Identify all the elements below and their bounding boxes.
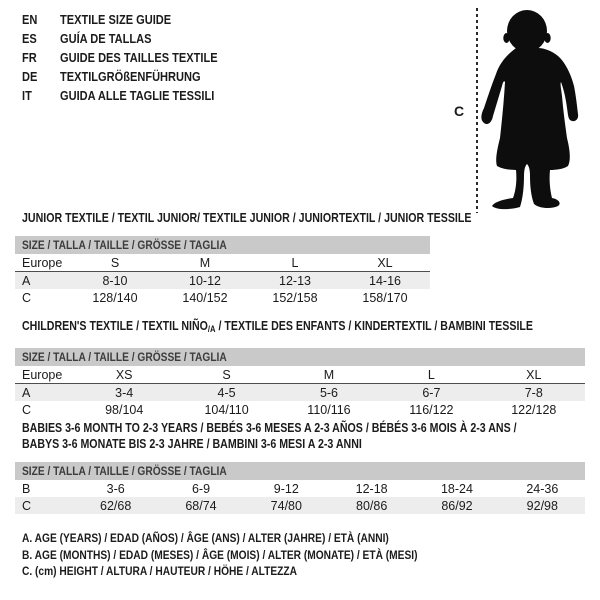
row-label: Europe	[15, 366, 73, 384]
title-text-post: / TEXTILE DES ENFANTS / KINDERTEXTIL / BAMBINI TESSILE	[215, 319, 533, 333]
table-row	[15, 272, 430, 290]
size-header-text: SIZE / TALLA / TAILLE / GRÖSSE / TAGLIA	[22, 238, 227, 252]
size-value-cell: 80/86	[329, 497, 414, 514]
language-code: DE	[22, 69, 38, 84]
size-value-cell: M	[278, 366, 380, 384]
size-value-cell: 6-7	[380, 384, 482, 402]
junior-table-title	[22, 211, 551, 225]
row-label: C	[22, 290, 32, 305]
language-title: GUIDE DES TAILLES TEXTILE	[60, 50, 218, 65]
size-value-cell: XL	[483, 366, 585, 384]
size-value-cell: 14-16	[340, 272, 430, 290]
language-row-de	[22, 67, 245, 86]
measurement-legend	[22, 530, 487, 580]
size-value-cell: 122/128	[511, 402, 557, 417]
height-measure-label: C	[454, 103, 465, 119]
size-value-cell: L	[250, 254, 340, 272]
size-header-text: SIZE / TALLA / TAILLE / GRÖSSE / TAGLIA	[22, 350, 227, 364]
size-value-cell: 5-6	[278, 384, 380, 402]
toddler-body	[481, 47, 578, 210]
size-value-cell: 12-18	[355, 481, 388, 496]
size-value-cell: S	[175, 366, 277, 384]
junior-size-table	[15, 236, 430, 306]
size-value-cell: 12-13	[250, 272, 340, 290]
size-value-cell: 3-4	[73, 384, 175, 402]
size-value-cell: 8-10	[70, 272, 160, 290]
babies-table-grid	[15, 480, 585, 514]
language-title: GUÍA DE TALLAS	[60, 31, 152, 46]
size-value-cell: XL	[340, 254, 430, 272]
language-code: EN	[22, 12, 38, 27]
row-label: A	[15, 384, 73, 402]
language-title-list	[22, 10, 245, 105]
size-header-bar	[15, 462, 585, 480]
babies-table-title-line2	[22, 436, 600, 452]
size-value-cell: 128/140	[92, 290, 138, 305]
size-header-bar	[15, 236, 430, 254]
title-text: JUNIOR TEXTILE / TEXTIL JUNIOR/ TEXTILE JUNIOR / JUNIORTEXTIL / JUNIOR TESSILE	[22, 211, 472, 225]
title-text: BABIES 3-6 MONTH TO 2-3 YEARS / BEBÉS 3-6 MESES A 2-3 AÑOS / BÉBÉS 3-6 MOIS À 2-3 ANS /	[22, 421, 517, 435]
size-value-cell: 140/152	[182, 290, 228, 305]
table-row	[15, 254, 430, 272]
size-value-cell: 62/68	[73, 497, 158, 514]
legend-text: A. AGE (YEARS) / EDAD (AÑOS) / ÂGE (ANS) / ALTER (JAHRE) / ETÀ (ANNI)	[22, 531, 389, 545]
size-header-bar	[15, 348, 585, 366]
babies-table-title-line1	[22, 420, 600, 436]
language-title: TEXTILE SIZE GUIDE	[60, 12, 172, 27]
table-row	[15, 497, 585, 514]
size-value-cell: S	[70, 254, 160, 272]
table-row	[15, 366, 585, 384]
toddler-ear-left	[503, 33, 509, 43]
language-title: GUIDA ALLE TAGLIE TESSILI	[60, 88, 215, 103]
size-value-cell: 104/110	[204, 402, 249, 417]
language-code: ES	[22, 31, 37, 46]
row-label: Europe	[15, 254, 70, 272]
language-row-it	[22, 86, 245, 105]
toddler-ear-right	[544, 33, 550, 43]
size-value-cell: 116/122	[409, 402, 454, 417]
size-value-cell: 4-5	[175, 384, 277, 402]
legend-text: C. (cm) HEIGHT / ALTURA / HAUTEUR / HÖHE / ALTEZZA	[22, 564, 298, 578]
size-value-cell: 3-6	[106, 481, 125, 496]
table-row	[15, 384, 585, 402]
children-table-grid	[15, 366, 585, 418]
title-text-pre: CHILDREN'S TEXTILE / TEXTIL NIÑO	[22, 319, 208, 333]
language-title: TEXTILGRÖßENFÜHRUNG	[60, 69, 201, 84]
size-value-cell: 86/92	[414, 497, 499, 514]
height-measure-dotted-line	[476, 8, 478, 213]
legend-line-a	[22, 530, 487, 547]
size-value-cell: 152/158	[272, 290, 318, 305]
legend-line-c	[22, 563, 487, 580]
toddler-head	[507, 10, 547, 52]
row-label: C	[22, 402, 32, 417]
size-value-cell: 10-12	[160, 272, 250, 290]
language-row-en	[22, 10, 245, 29]
title-text: BABYS 3-6 MONATE BIS 2-3 JAHRE / BAMBINI 3-6 MESI A 2-3 ANNI	[22, 437, 362, 451]
row-label: B	[22, 481, 31, 496]
size-value-cell: 98/104	[105, 402, 144, 417]
babies-table-title	[22, 420, 600, 452]
table-row	[15, 480, 585, 497]
size-value-cell: 9-12	[273, 481, 299, 496]
language-code: FR	[22, 50, 37, 65]
size-value-cell: 6-9	[191, 481, 211, 496]
table-row	[15, 289, 430, 306]
size-value-cell: 158/170	[362, 290, 408, 305]
junior-table-grid	[15, 254, 430, 306]
size-value-cell: 92/98	[500, 497, 585, 514]
row-label: A	[15, 272, 70, 290]
size-value-cell: M	[160, 254, 250, 272]
toddler-silhouette-icon	[480, 8, 600, 212]
babies-size-table	[15, 462, 585, 514]
title-subscript: /A	[207, 324, 216, 334]
language-row-es	[22, 29, 245, 48]
size-value-cell: L	[380, 366, 482, 384]
row-label: C	[15, 497, 73, 514]
size-value-cell: 7-8	[483, 384, 585, 402]
children-table-title	[22, 319, 600, 334]
size-header-text: SIZE / TALLA / TAILLE / GRÖSSE / TAGLIA	[22, 464, 227, 478]
size-value-cell: 110/116	[307, 402, 351, 417]
table-row	[15, 401, 585, 418]
size-value-cell: XS	[73, 366, 175, 384]
size-value-cell: 74/80	[244, 497, 329, 514]
legend-line-b	[22, 547, 487, 564]
title-text	[22, 319, 533, 334]
size-value-cell: 68/74	[158, 497, 243, 514]
size-value-cell: 24-36	[526, 481, 559, 496]
language-code: IT	[22, 88, 32, 103]
size-value-cell: 18-24	[440, 481, 473, 496]
children-size-table	[15, 348, 585, 418]
language-row-fr	[22, 48, 245, 67]
legend-text: B. AGE (MONTHS) / EDAD (MESES) / ÂGE (MOIS) / ALTER (MONATE) / ETÀ (MESI)	[22, 547, 418, 562]
